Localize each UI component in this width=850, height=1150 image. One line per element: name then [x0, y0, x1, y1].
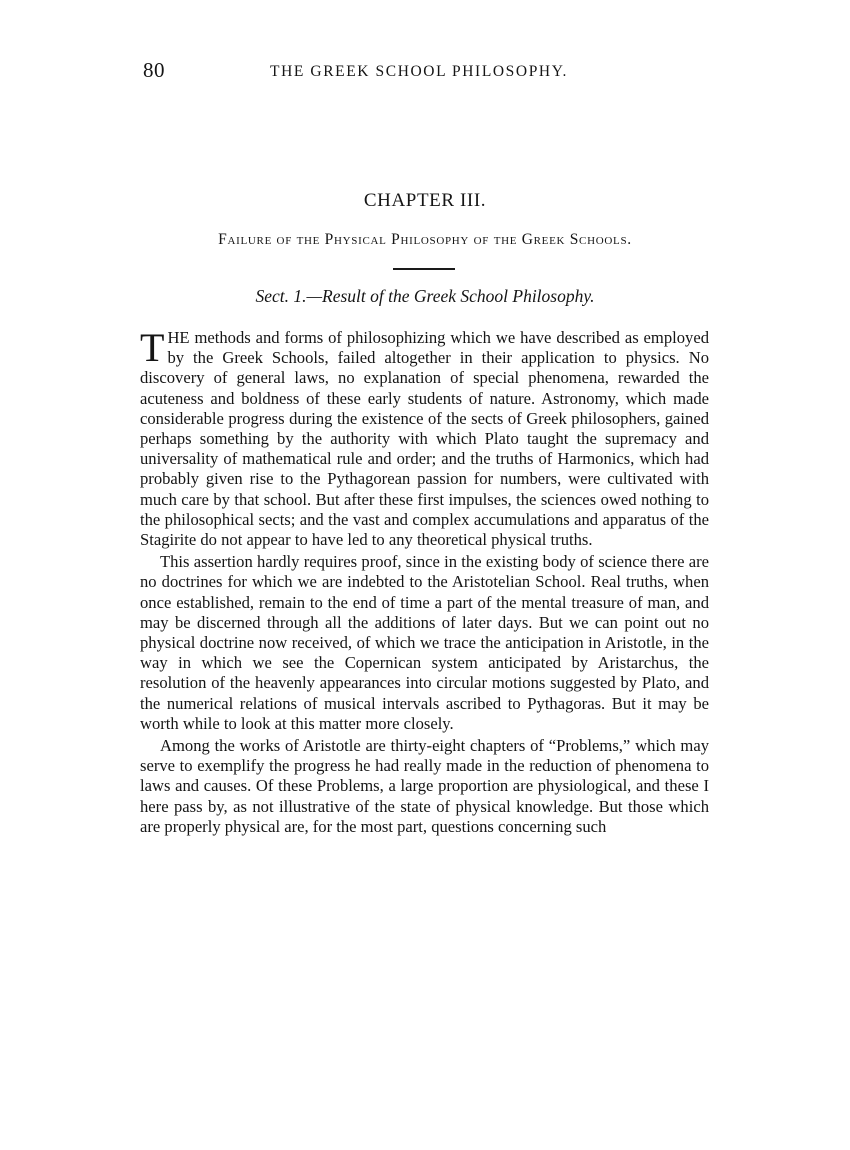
section-heading: Sect. 1.—Result of the Greek School Philosophy.: [255, 286, 595, 306]
paragraph-1-text: HE methods and forms of philosophizing which we have described as employed by the Greek Schools, failed altogether in their application to physics. No discovery of general laws, no explanation of special phenomena, rewarded the acuteness and boldness of these early students of nature. Astronomy, which made considerable progress during the existence of the sects of Greek philosophers, gained perhaps something by the authority with which Plato taught the supremacy and universality of mathematical rule and order; and the truths of Harmonics, which had probably given rise to the Pythagorean passion for numbers, were cultivated with much care by that school. But after these first impulses, the sciences owed nothing to the philosophical sects; and the vast and complex accumulations and apparatus of the Stagirite do not appear to have led to any theoretical physical truths.: [140, 328, 709, 550]
body-text: [140, 325, 709, 837]
running-head: [143, 58, 709, 88]
page-number: 80: [143, 58, 165, 82]
running-head-title: THE GREEK SCHOOL PHILOSOPHY.: [270, 63, 568, 80]
chapter-heading: CHAPTER III.: [363, 190, 487, 211]
section-divider-rule: [393, 268, 455, 270]
paragraph-2: This assertion hardly requires proof, since in the existing body of science there are no doctrines for which we are indebted to the Aristotelian School. Real truths, when once established, remain to the end of time a part of the mental treasure of man, and may be discerned through all the additions of later days. But we can point out no physical doctrine now received, of which we trace the anticipation in Aristotle, in the way in which we see the Copernican system anticipated by Aristarchus, the resolution of the heavenly appearances into circular motions suggested by Plato, and the numerical relations of musical intervals ascribed to Pythagoras. But it may be worth while to look at this matter more closely.: [140, 552, 709, 733]
paragraph-1: [140, 325, 709, 550]
chapter-subtitle: Failure of the Physical Philosophy of the Greek Schools.: [218, 231, 632, 248]
drop-cap-initial: T: [140, 325, 165, 370]
paragraph-3: Among the works of Aristotle are thirty-eight chapters of “Problems,” which may serve to exemplify the progress he had really made in the reduction of phenomena to laws and causes. Of these Problems, a large proportion are physiological, and these I here pass by, as not illustrative of the state of physical knowledge. But those which are properly physical are, for the most part, questions concerning such: [140, 736, 709, 836]
